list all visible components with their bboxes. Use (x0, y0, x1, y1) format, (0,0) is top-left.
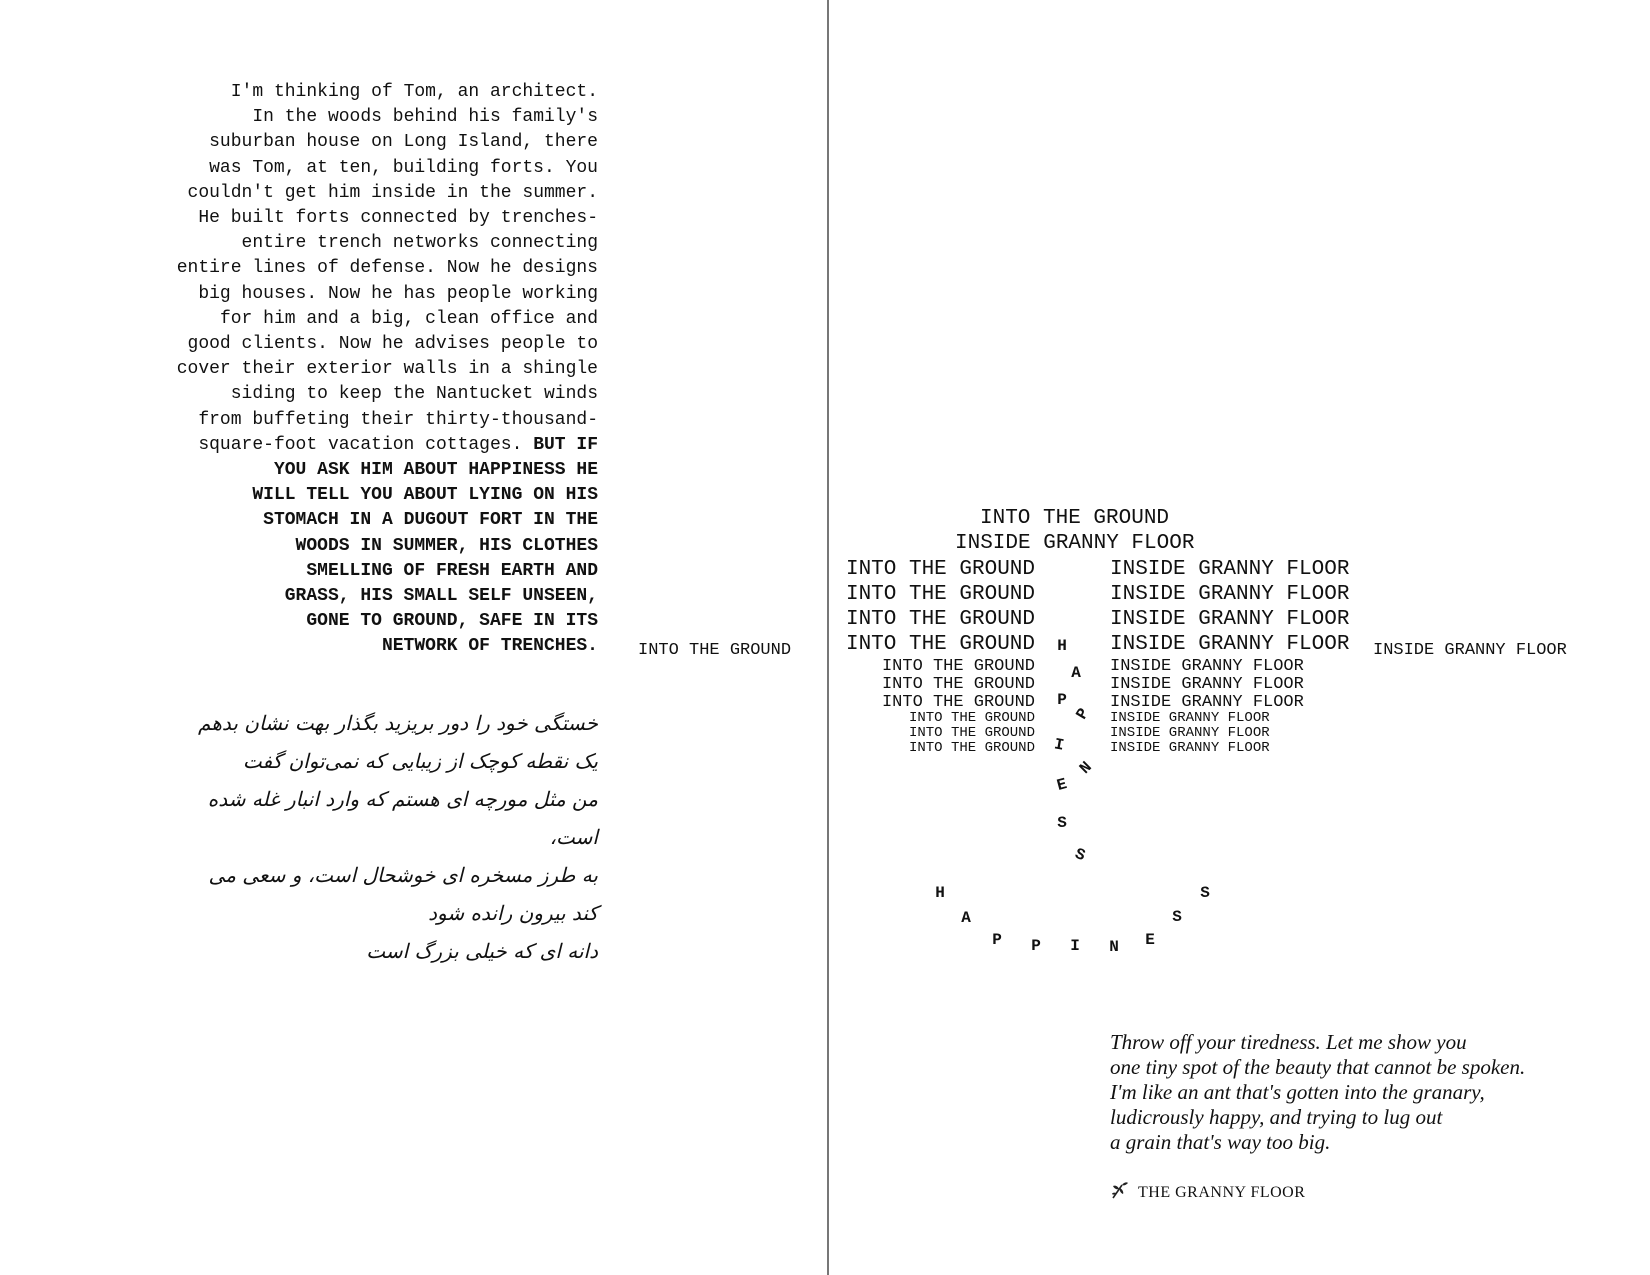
happiness-letter: P (992, 931, 1002, 949)
ground-line: INTO THE GROUND (908, 725, 1035, 741)
granny-line: INSIDE GRANNY FLOOR (1110, 725, 1270, 741)
happiness-letter: N (1109, 938, 1119, 956)
ground-line: INTO THE GROUND (845, 633, 1035, 656)
ground-line: INTO THE GROUND (881, 675, 1035, 694)
granny-line: INSIDE GRANNY FLOOR (1110, 693, 1304, 712)
granny-line: INSIDE GRANNY FLOOR (1110, 608, 1350, 631)
happiness-letter: E (1145, 931, 1155, 949)
poem-translation: Throw off your tiredness. Let me show you one tiny spot of the beauty that cannot be spoken. I'm like an ant that's gotten into the granary, ludicrously happy, and trying to lug out a grain that's way too big. (1110, 1030, 1526, 1154)
happiness-letter: E (1055, 775, 1069, 795)
right-side-label: INSIDE GRANNY FLOOR (1373, 641, 1567, 660)
granny-line: INSIDE GRANNY FLOOR (1110, 558, 1350, 581)
page-spine-divider (827, 0, 829, 1275)
granny-line: INSIDE GRANNY FLOOR (1110, 710, 1270, 726)
granny-line: INSIDE GRANNY FLOOR (1110, 657, 1304, 676)
happiness-letter: S (1200, 884, 1210, 902)
ground-line: INTO THE GROUND (845, 558, 1035, 581)
prose-bold-text: BUT IF YOU ASK HIM ABOUT HAPPINESS HE WILL TELL YOU ABOUT LYING ON HIS STOMACH IN A DUGOUT FORT IN THE WOODS IN SUMMER, HIS CLOTHES SMELLING OF FRESH EARTH AND GRASS, HIS SMALL SELF UNSEEN, GONE TO GROUND, SAFE IN ITS NETWORK OF TRENCHES. (252, 434, 598, 657)
happiness-letter: H (1057, 637, 1067, 655)
happiness-letter: H (935, 884, 945, 902)
granny-line: INSIDE GRANNY FLOOR (1110, 740, 1270, 756)
credit-line (1110, 1180, 1305, 1205)
credit-text: THE GRANNY FLOOR (1138, 1183, 1306, 1201)
prose-paragraph (150, 80, 598, 660)
happiness-letter: P (1072, 705, 1094, 723)
happiness-letter: S (1172, 908, 1182, 926)
ground-line: INTO THE GROUND (845, 583, 1035, 606)
happiness-letter: P (1031, 937, 1041, 955)
ground-line: INTO THE GROUND (845, 608, 1035, 631)
happiness-letter: S (1057, 814, 1067, 832)
ground-line: INTO THE GROUND (881, 657, 1035, 676)
ground-line: INTO THE GROUND (908, 710, 1035, 726)
top-ground-line: INTO THE GROUND (980, 507, 1170, 530)
happiness-letter: P (1057, 691, 1067, 709)
left-side-label: INTO THE GROUND (638, 641, 792, 660)
happiness-letter: A (1071, 664, 1081, 682)
sprig-icon (1110, 1180, 1130, 1205)
persian-poem: خستگی خود را دور بریزید بگذار بهت نشان بدهم یک نقطه کوچک از زیبایی که نمی‌توان گفت من مثل مورچه ای هستم که وارد انبار غله شده است، به طرز مسخره ای خوشحال است، و سعی می کند بیرون رانده شود دانه ای که خیلی بزرگ است (198, 711, 598, 963)
granny-line: INSIDE GRANNY FLOOR (1110, 583, 1350, 606)
ground-line: INTO THE GROUND (881, 693, 1035, 712)
happiness-letter: I (1052, 735, 1066, 755)
granny-line: INSIDE GRANNY FLOOR (1110, 675, 1304, 694)
prose-plain-text: I'm thinking of Tom, an architect. In the woods behind his family's suburban house on Long Island, there was Tom, at ten, building forts. You couldn't get him inside in the summer. He built forts connected by trenches- entire trench networks connecting entire lines of defense. Now he designs big houses. Now he has people working for him and a big, clean office and good clients. Now he advises people to cover their exterior walls in a shingle siding to keep the Nantucket winds from buffeting their thirty-thousand- square-foot vacation cottages. (176, 82, 598, 455)
happiness-letter: A (961, 909, 971, 927)
granny-line: INSIDE GRANNY FLOOR (1110, 633, 1350, 656)
happiness-letter: S (1072, 844, 1088, 866)
happiness-letter: I (1070, 937, 1080, 955)
top-granny-line: INSIDE GRANNY FLOOR (955, 532, 1195, 555)
ground-line: INTO THE GROUND (908, 740, 1035, 756)
happiness-letter: N (1076, 758, 1096, 778)
